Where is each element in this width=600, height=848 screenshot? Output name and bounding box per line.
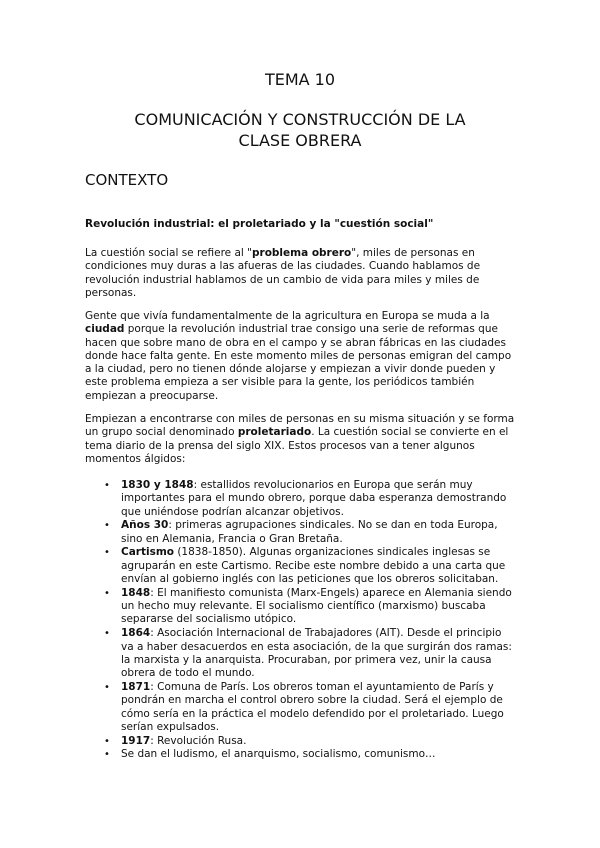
bold-term: problema obrero: [252, 247, 352, 259]
document-title: [80, 109, 520, 151]
paragraph-text: Empiezan a encontrarse con miles de personas en su misma situación y se forma un grupo social denominado: [85, 413, 515, 439]
bullet-icon: •: [104, 547, 110, 559]
title-line-2: CLASE OBRERA: [238, 131, 362, 150]
paragraph-text: ", miles de personas en condiciones muy duras a las afueras de las ciudades. Cuando hablamos de revolución industrial hablamos de un cambio de vida para miles y miles de personas.: [85, 247, 481, 299]
paragraph-2: [85, 310, 515, 403]
item-term: 1871: [121, 680, 151, 693]
item-term: Cartismo: [121, 546, 174, 559]
list-item: [85, 627, 515, 680]
list-item: [85, 681, 515, 734]
item-text: : Asociación Internacional de Trabajadores (AIT). Desde el principio va a haber desacuerdos en esta asociación, de la que surgirán dos ramas: la marxista y la anarquista. Procuraban, por primera vez, unir la causa obrera de todo el mundo.: [121, 627, 512, 680]
list-item: [85, 748, 515, 761]
list-item: [85, 519, 515, 546]
item-text: Se dan el ludismo, el anarquismo, socialismo, comunismo…: [121, 748, 436, 761]
item-text: : El manifiesto comunista (Marx-Engels) aparece en Alemania siendo un hecho muy relevante. El socialismo científico (marxismo) buscaba separarse del socialismo utópico.: [121, 586, 512, 626]
list-item: [85, 735, 515, 748]
item-text: : primeras agrupaciones sindicales. No se dan en toda Europa, sino en Alemania, Francia o Gran Bretaña.: [121, 519, 498, 545]
item-text: (1838-1850). Algunas organizaciones sindicales inglesas se agruparán en este Cartismo. Recibe este nombre debido a una carta que envían al gobierno inglés con las peticiones que los obreros solicitaban.: [121, 546, 506, 586]
bullet-icon: •: [104, 480, 110, 491]
item-term: 1917: [121, 734, 151, 747]
paragraph-text: Gente que vivía fundamentalmente de la agricultura en Europa se muda a la: [85, 310, 490, 322]
topic-number: TEMA 10: [264, 70, 336, 89]
bullet-icon: •: [104, 628, 110, 640]
list-item: [85, 479, 515, 519]
section-heading: CONTEXTO: [85, 171, 169, 189]
bold-term: proletariado: [237, 426, 312, 439]
item-term: 1848: [121, 586, 151, 599]
bullet-icon: •: [104, 520, 110, 532]
item-text: : Comuna de París. Los obreros toman el ayuntamiento de París y pondrán en marcha el control obrero sobre la ciudad. Será el ejemplo de cómo sería en la práctica el modelo defendido por el proletariado. Luego serían expulsados.: [121, 680, 504, 733]
bullet-icon: •: [104, 681, 110, 693]
paragraph-text: porque la revolución industrial trae consigo una serie de reformas que hacen que sobre mano de obra en el campo y se abran fábricas en las ciudades donde hace falta gente. En este momento miles de personas emigran del campo a la ciudad, pero no tienen dónde alojarse y empiezan a vivir donde pueden y este problema empieza a ser visible para la gente, los periódicos también empiezan a preocuparse.: [85, 323, 512, 402]
paragraph-text: La cuestión social se refiere al ": [85, 247, 252, 259]
bullet-icon: •: [104, 587, 110, 599]
paragraph-text: . La cuestión social se convierte en el tema diario de la prensa del siglo XIX. Estos procesos van a tener algunos momentos álgidos:: [85, 426, 509, 465]
list-item: [85, 546, 515, 586]
list-item: [85, 587, 515, 627]
bold-term: ciudad: [85, 323, 125, 336]
item-text: : estallidos revolucionarios en Europa que serán muy importantes para el mundo obrero, porque daba esperanza demostrando que uniéndose podrían alcanzar objetivos.: [121, 479, 507, 518]
title-line-1: COMUNICACIÓN Y CONSTRUCCIÓN DE LA: [134, 110, 466, 129]
item-text: : Revolución Rusa.: [150, 734, 247, 747]
paragraph-3: [85, 413, 515, 466]
item-term: Años 30: [121, 519, 169, 532]
bullet-icon: •: [104, 735, 110, 747]
item-term: 1830 y 1848: [121, 479, 194, 491]
bullet-icon: •: [104, 749, 110, 761]
item-term: 1864: [121, 627, 151, 640]
paragraph-1: [85, 247, 515, 300]
milestones-list: [85, 479, 515, 762]
subheading: Revolución industrial: el proletariado y la "cuestión social": [85, 218, 434, 230]
